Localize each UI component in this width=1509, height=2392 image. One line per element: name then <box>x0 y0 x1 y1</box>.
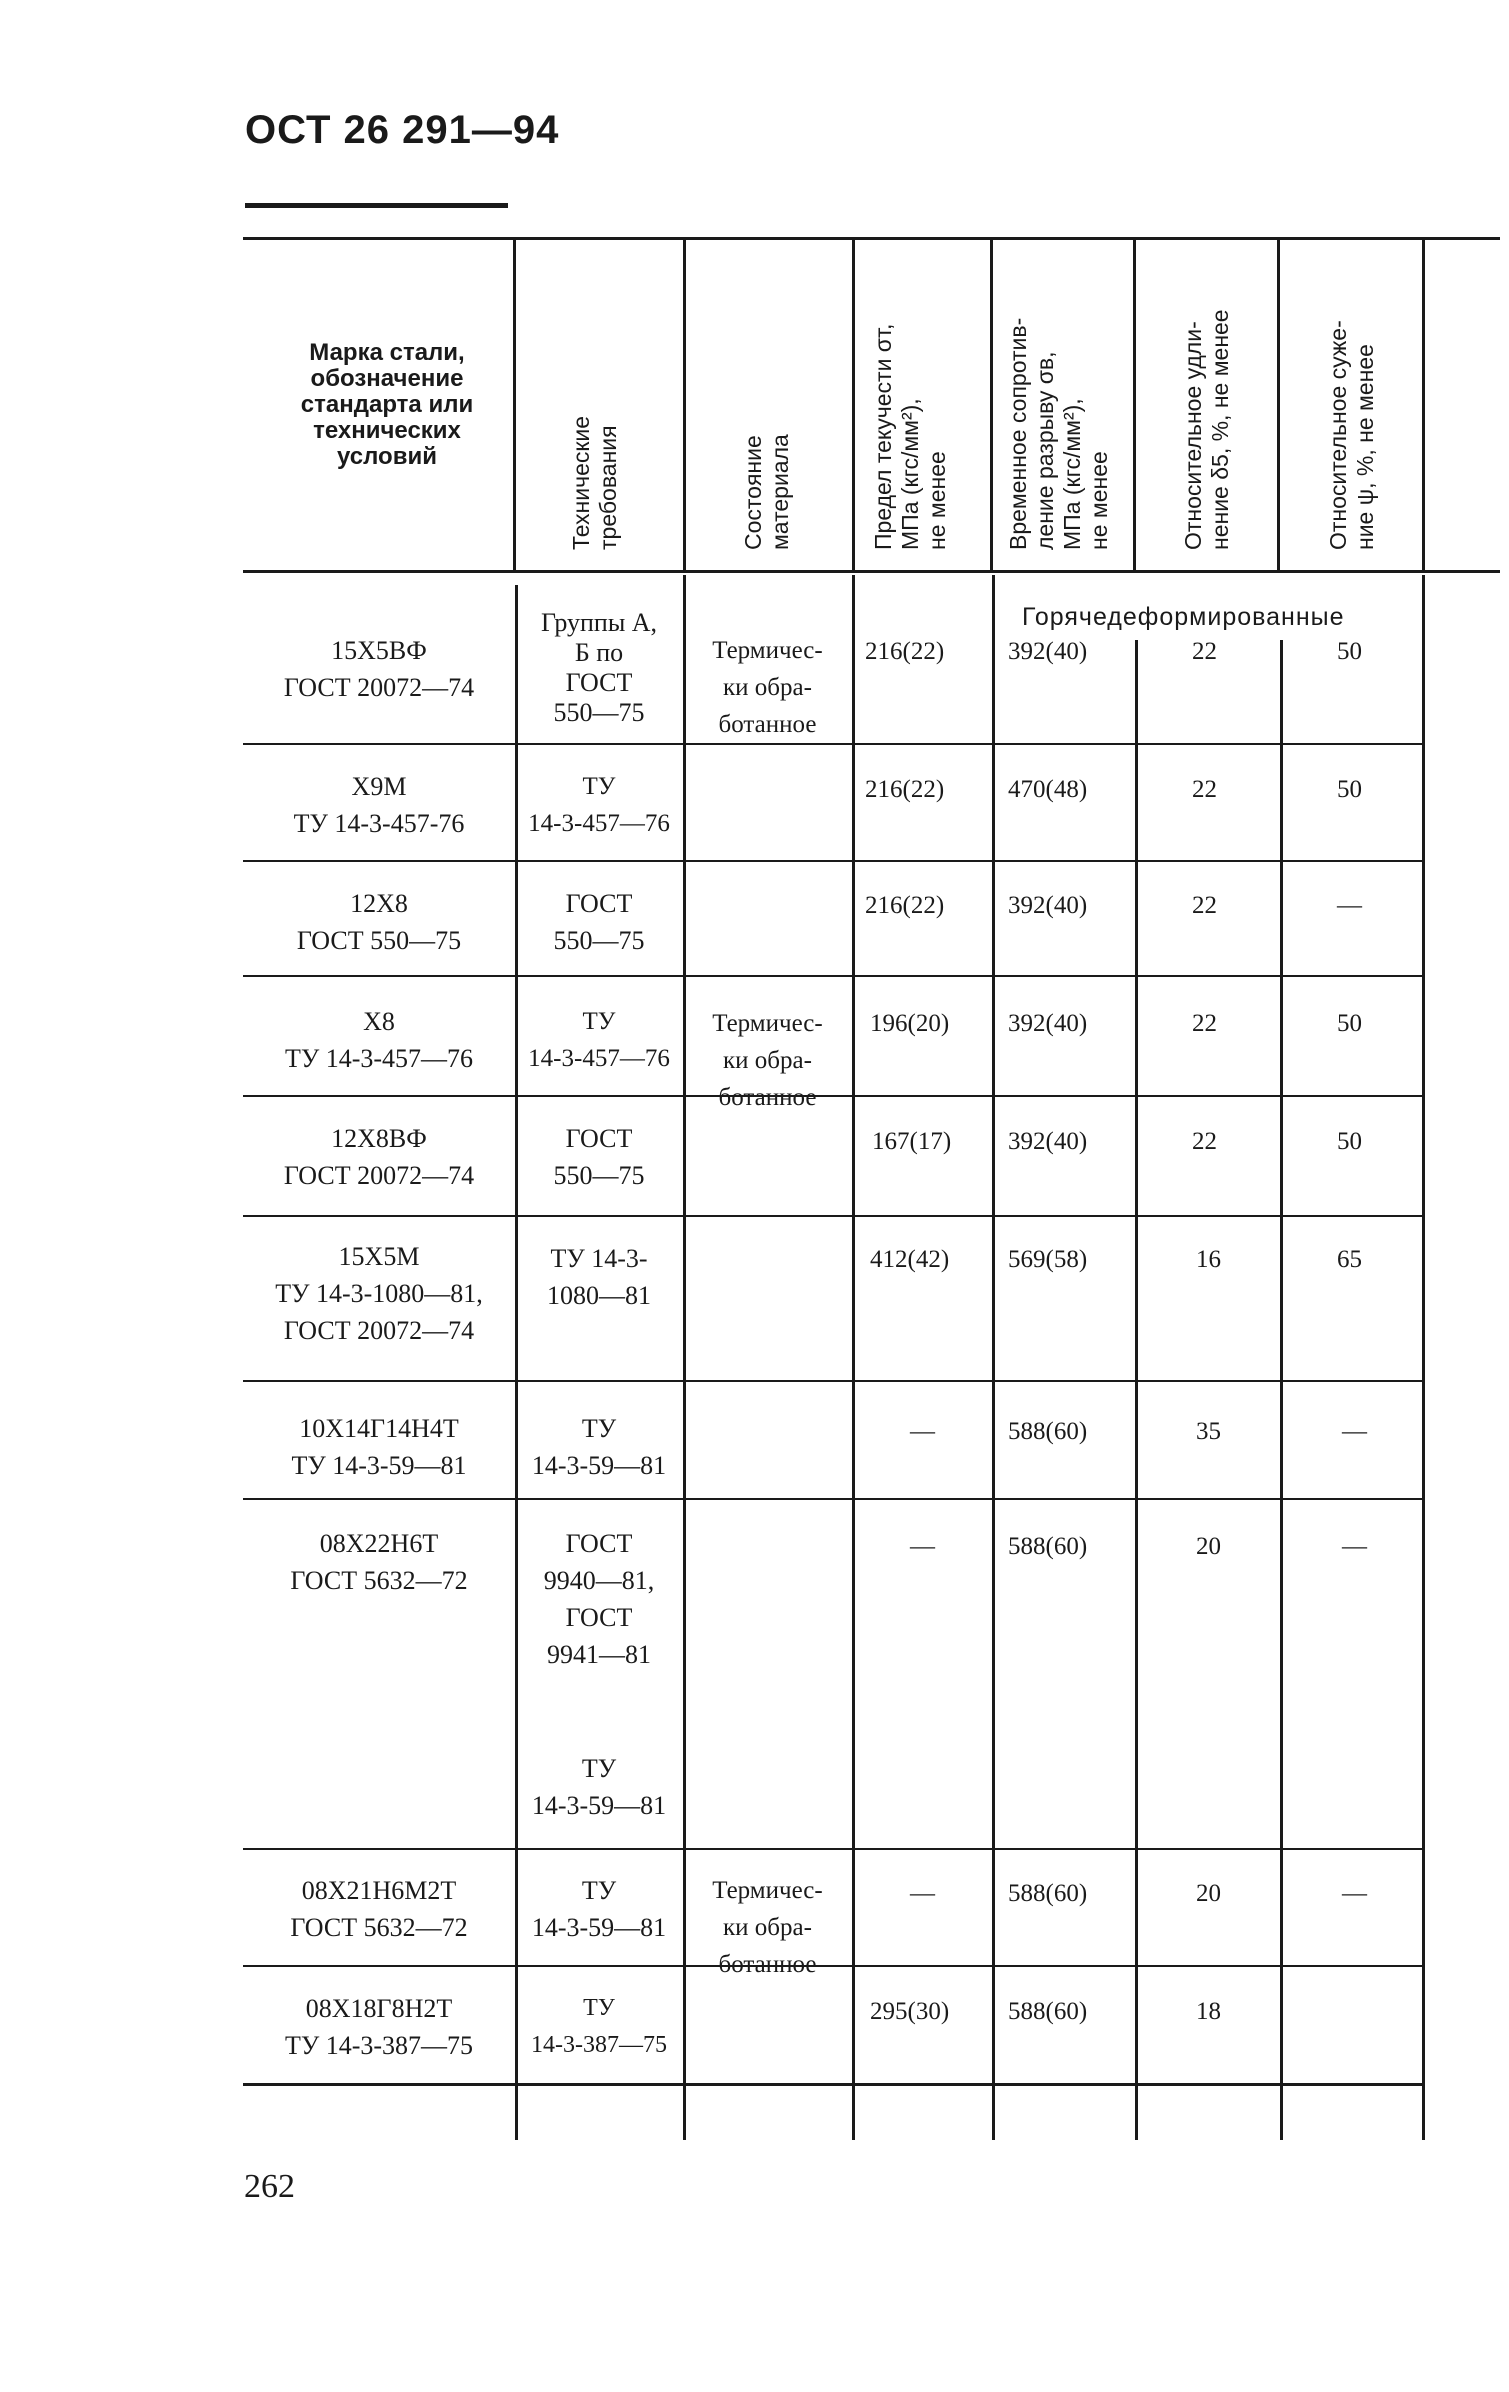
row-grade: 12Х8 ГОСТ 550—75 <box>296 889 462 955</box>
row-separator <box>243 1215 1422 1217</box>
row-separator <box>243 743 515 745</box>
row-grade: 12Х8ВФ ГОСТ 20072—74 <box>283 1124 475 1190</box>
row-separator <box>243 860 1422 862</box>
row-yield: 295(30) <box>870 1998 950 2025</box>
row-elongation: 18 <box>1196 1998 1221 2025</box>
header-line: требования <box>595 425 621 550</box>
header-state <box>740 385 794 550</box>
row-tech: ГОСТ 550—75 <box>553 889 645 955</box>
row-separator <box>515 743 683 745</box>
state-cell: Термичес- ки обра- ботанное <box>712 1010 823 1111</box>
row-grade: 15Х5ВФ ГОСТ 20072—74 <box>283 636 475 702</box>
row-reduction: 65 <box>1337 1246 1362 1273</box>
row-separator <box>683 743 852 745</box>
row-tensile: 392(40) <box>1008 892 1088 919</box>
header-divider <box>683 240 686 570</box>
row-separator <box>243 1380 1422 1382</box>
header-bottom-rule <box>243 570 1500 573</box>
header-line: ление разрыву σв, <box>1032 351 1058 550</box>
row-separator <box>243 975 1422 977</box>
row-elongation: 22 <box>1192 638 1217 665</box>
header-divider <box>990 240 993 570</box>
row-tensile: 588(60) <box>1008 1533 1088 1560</box>
row-grade: 15Х5М ТУ 14-3-1080—81, ГОСТ 20072—74 <box>275 1242 483 1345</box>
header-divider <box>1422 240 1425 570</box>
row-grade: Х8 ТУ 14-3-457—76 <box>284 1007 474 1073</box>
header-line: ние ψ, %, не менее <box>1352 344 1378 550</box>
row-elongation: 16 <box>1196 1246 1221 1273</box>
header-line: Относительное удли- <box>1180 321 1206 550</box>
header-line: нение δ5, %, не менее <box>1207 309 1233 550</box>
header-divider <box>1133 240 1136 570</box>
row-grade: 08Х21Н6М2Т ГОСТ 5632—72 <box>290 1876 468 1942</box>
row-yield: 412(42) <box>870 1246 950 1273</box>
row-yield: — <box>910 1533 935 1560</box>
header-line: Предел текучести σт, <box>870 323 896 550</box>
row-tech: ГОСТ 9940—81, ГОСТ 9941—81 <box>543 1529 655 1669</box>
header-grade: Марка стали, обозначение стандарта или технических условий <box>300 339 474 470</box>
row-reduction: 50 <box>1337 638 1362 665</box>
header-line: Относительное суже- <box>1325 320 1351 550</box>
header-divider <box>513 240 516 570</box>
row-separator <box>243 1498 1422 1500</box>
row-tensile: 392(40) <box>1008 1010 1088 1037</box>
row-tech-secondary: ТУ 14-3-59—81 <box>531 1754 667 1820</box>
table-top-rule <box>243 237 1500 240</box>
row-tensile: 392(40) <box>1008 1128 1088 1155</box>
row-elongation: 22 <box>1192 1128 1217 1155</box>
header-elongation <box>1180 245 1234 550</box>
row-elongation: 22 <box>1192 1010 1217 1037</box>
row-grade: 08Х18Г8Н2Т ТУ 14-3-387—75 <box>284 1994 474 2060</box>
header-reduction-of-area <box>1325 245 1379 550</box>
body-divider <box>992 575 995 2140</box>
row-elongation: 22 <box>1192 892 1217 919</box>
header-line: МПа (кгс/мм²), <box>897 398 923 550</box>
title-underline <box>245 203 508 208</box>
row-yield: — <box>910 1880 935 1907</box>
row-tech: ТУ 14-3- 1080—81 <box>547 1244 651 1310</box>
row-yield: 216(22) <box>865 638 945 665</box>
row-tech: ТУ 14-3-59—81 <box>531 1876 667 1942</box>
row-reduction: — <box>1342 1533 1367 1560</box>
page-number: 262 <box>244 2168 295 2205</box>
body-divider <box>1135 640 1138 2140</box>
group-heading: Горячедеформированные <box>1022 603 1345 631</box>
row-tensile: 588(60) <box>1008 1418 1088 1445</box>
state-cell: Термичес- ки обра- ботанное <box>712 637 823 738</box>
row-tech: ТУ 14-3-59—81 <box>531 1414 667 1480</box>
row-separator <box>243 1848 1422 1850</box>
row-grade: 08Х22Н6Т ГОСТ 5632—72 <box>290 1529 468 1595</box>
row-tensile: 392(40) <box>1008 638 1088 665</box>
row-elongation: 20 <box>1196 1533 1221 1560</box>
table-bottom-rule <box>243 2083 1422 2086</box>
header-tech-requirements <box>568 355 622 550</box>
header-line: Технические <box>568 415 594 550</box>
row-tech: Группы А, Б по ГОСТ 550—75 <box>540 608 658 727</box>
row-tensile: 470(48) <box>1008 776 1088 803</box>
row-grade: Х9М ТУ 14-3-457-76 <box>293 772 465 838</box>
row-separator <box>852 743 1422 745</box>
header-line: МПа (кгс/мм²), <box>1059 398 1085 550</box>
row-elongation: 22 <box>1192 776 1217 803</box>
row-reduction: — <box>1337 892 1362 919</box>
row-tech: ТУ 14-3-457—76 <box>528 1008 670 1072</box>
header-divider <box>1277 240 1280 570</box>
header-tensile-strength <box>1005 245 1113 550</box>
row-yield: 196(20) <box>870 1010 950 1037</box>
row-tech: ТУ 14-3-457—76 <box>528 773 670 837</box>
header-divider <box>852 240 855 570</box>
row-yield: 216(22) <box>865 892 945 919</box>
header-line: материала <box>767 434 793 550</box>
row-yield: — <box>910 1418 935 1445</box>
row-yield: 216(22) <box>865 776 945 803</box>
row-elongation: 20 <box>1196 1880 1221 1907</box>
row-tensile: 588(60) <box>1008 1998 1088 2025</box>
row-tech: ГОСТ 550—75 <box>553 1124 645 1190</box>
row-tensile: 569(58) <box>1008 1246 1088 1273</box>
row-grade: 10Х14Г14Н4Т ТУ 14-3-59—81 <box>291 1414 467 1480</box>
body-divider <box>1280 640 1283 2140</box>
body-divider <box>1422 575 1425 2140</box>
header-line: не менее <box>1086 451 1112 550</box>
row-reduction: 50 <box>1337 1010 1362 1037</box>
row-reduction: — <box>1342 1880 1367 1907</box>
header-line: Временное сопротив- <box>1005 317 1031 550</box>
row-reduction: — <box>1342 1418 1367 1445</box>
header-yield-strength <box>870 250 951 550</box>
row-reduction: 50 <box>1337 776 1362 803</box>
row-yield: 167(17) <box>872 1128 952 1155</box>
header-line: Состояние <box>740 435 766 550</box>
header-line: не менее <box>924 451 950 550</box>
row-elongation: 35 <box>1196 1418 1221 1445</box>
body-divider <box>852 575 855 2140</box>
document-title: ОСТ 26 291—94 <box>245 108 560 152</box>
row-reduction: 50 <box>1337 1128 1362 1155</box>
row-tensile: 588(60) <box>1008 1880 1088 1907</box>
row-tech: ТУ 14-3-387—75 <box>531 1995 667 2058</box>
state-cell: Термичес- ки обра- ботанное <box>712 1877 823 1978</box>
